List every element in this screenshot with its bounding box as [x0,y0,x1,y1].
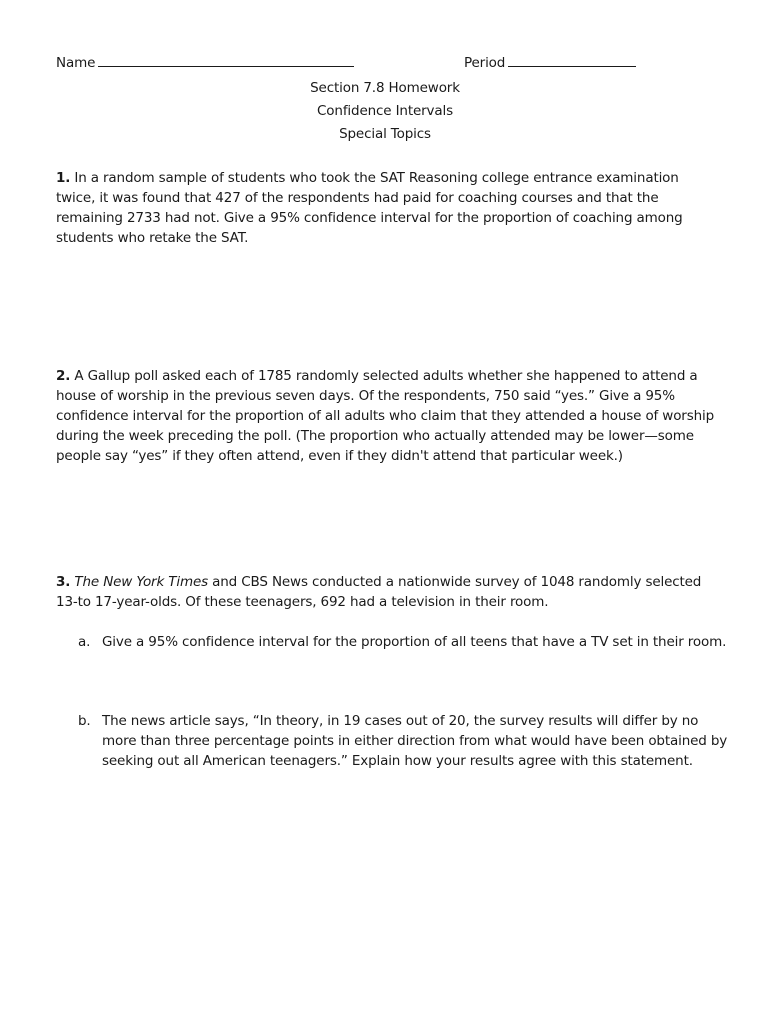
name-blank-line[interactable] [98,54,354,67]
problem-text: A Gallup poll asked each of 1785 randomly selected adults whether she happened to attend a house of worship in the previous seven days. Of the respondents, 750 said “yes.” Give a 95% confidence interval for the proportion of all adults who claim that they attended a house of worship during the week preceding the poll. (The proportion who actually attended may be lower—some people say “yes” if they often attend, even if they didn't attend that particular week.) [56,368,715,464]
problem-3 [56,572,720,612]
period-blank-line[interactable] [508,54,636,67]
part-letter: a. [78,634,91,650]
publication-name: The New York Times [74,574,208,590]
name-field [56,54,354,71]
problem-1 [56,168,720,248]
header-row [56,54,676,74]
problem-text: In a random sample of students who took the SAT Reasoning college entrance examination twice, it was found that 427 of the respondents had paid for coaching courses and that the remaining 2733 had not. Give a 95% confidence interval for the proportion of coaching among students who retake the SAT. [56,170,683,246]
name-label: Name [56,55,96,71]
period-field [464,54,636,71]
problem-3-part-b [78,711,728,771]
problem-number: 2. [56,368,71,384]
part-text: Give a 95% confidence interval for the proportion of all teens that have a TV set in their room. [102,634,727,650]
part-letter: b. [78,713,91,729]
topic-title: Confidence Intervals [317,103,453,119]
part-text: The news article says, “In theory, in 19 cases out of 20, the survey results will differ by no more than three percentage points in either direction from what would have been obtained by seeking out all American teenagers.” Explain how your results agree with this statement. [102,713,728,769]
title-block [0,77,770,146]
problem-number: 3. [56,574,71,590]
problem-text: and CBS News conducted a nationwide survey of 1048 randomly selected 13-to 17-year-olds. Of these teenagers, 692 had a television in their room. [56,574,702,610]
problem-3-part-a [78,632,728,652]
problem-2 [56,366,720,466]
problem-number: 1. [56,170,71,186]
period-label: Period [464,55,506,71]
section-title: Section 7.8 Homework [310,80,460,96]
subtopic-title: Special Topics [339,126,431,142]
